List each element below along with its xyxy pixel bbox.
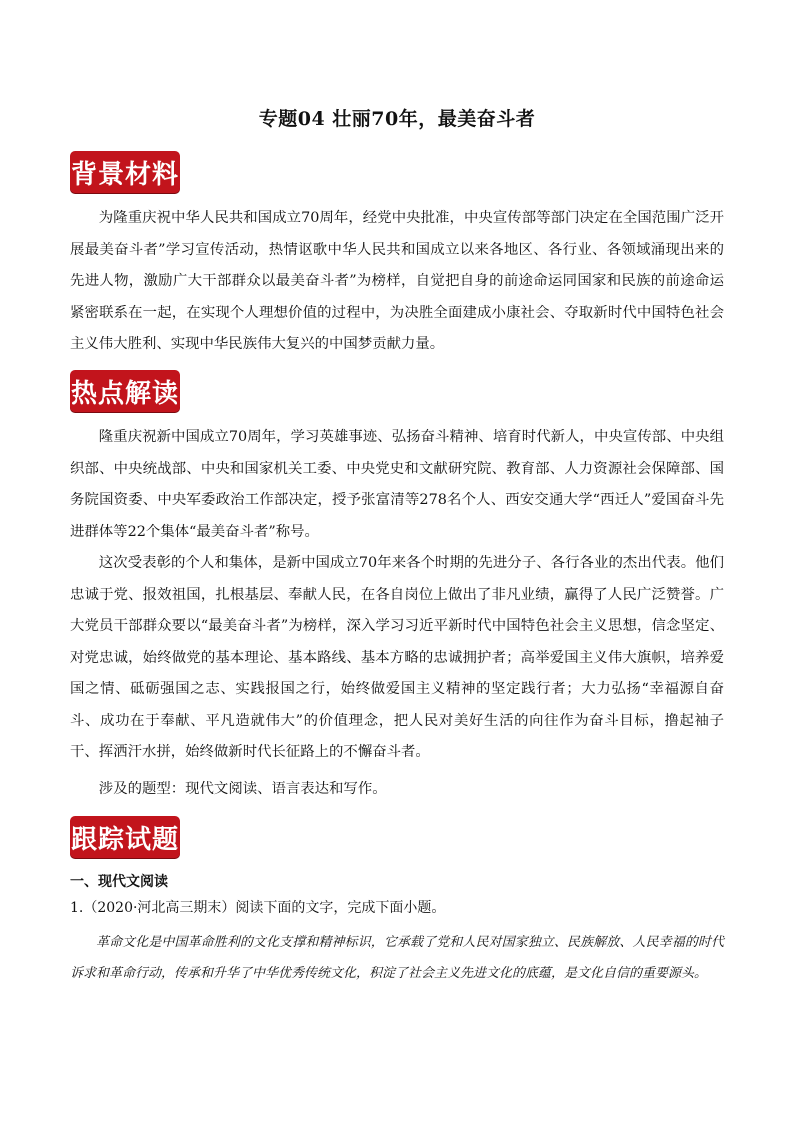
section-badge-background	[70, 151, 180, 193]
section-badge-practice	[70, 816, 180, 858]
section-badge-label: 热点解读	[70, 378, 179, 409]
hotspot-paragraph-1: 隆重庆祝新中国成立70周年，学习英雄事迹、弘扬奋斗精神、培育时代新人，中央宣传部、中央组织部、中央统战部、中央和国家机关工委、中央党史和文献研究院、教育部、人力资源社会保障部、国务院国资委、中央军委政治工作部决定，授予张富清等278名个人、西安交通大学“西迁人”爱国奋斗先进群体等22个集体“最美奋斗者”称号。	[70, 429, 724, 540]
reading-passage: 革命文化是中国革命胜利的文化支撑和精神标识，它承载了党和人民对国家独立、民族解放、人民幸福的时代诉求和革命行动，传承和升华了中华优秀传统文化，积淀了社会主义先进文化的底蕴，是文化自信的重要源头。	[70, 935, 724, 981]
section-badge-hotspot	[70, 370, 180, 412]
page-title: 专题04 壮丽70年，最美奋斗者	[258, 108, 536, 130]
hotspot-paragraph-2: 这次受表彰的个人和集体，是新中国成立70年来各个时期的先进分子、各行各业的杰出代表。他们忠诚于党、报效祖国，扎根基层、奉献人民，在各自岗位上做出了非凡业绩，赢得了人民广泛赞誉。广大党员干部群众要以“最美奋斗者”为榜样，深入学习习近平新时代中国特色社会主义思想，信念坚定、对党忠诚，始终做党的基本理论、基本路线、基本方略的忠诚拥护者；高举爱国主义伟大旗帜，培养爱国之情、砥砺强国之志、实践报国之行，始终做爱国主义精神的坚定践行者；大力弘扬“幸福源自奋斗、成功在于奉献、平凡造就伟大”的价值理念，把人民对美好生活的向往作为奋斗目标，撸起袖子干、挥洒汗水拼，始终做新时代长征路上的不懈奋斗者。	[70, 555, 724, 760]
section-badge-label: 背景材料	[70, 159, 179, 190]
hotspot-paragraph-3: 涉及的题型：现代文阅读、语言表达和写作。	[98, 781, 387, 797]
section-badge-label: 跟踪试题	[70, 824, 179, 855]
section-heading-reading: 一、现代文阅读	[70, 874, 168, 890]
question-prompt: 1.（2020·河北高三期末）阅读下面的文字，完成下面小题。	[70, 900, 446, 916]
background-paragraph: 为隆重庆祝中华人民共和国成立70周年，经党中央批准，中央宣传部等部门决定在全国范围广泛开展最美奋斗者”学习宣传活动，热情讴歌中华人民共和国成立以来各地区、各行业、各领域涌现出来的先进人物，激励广大干部群众以最美奋斗者”为榜样，自觉把自身的前途命运同国家和民族的前途命运紧密联系在一起，在实现个人理想价值的过程中，为决胜全面建成小康社会、夺取新时代中国特色社会主义伟大胜利、实现中华民族伟大复兴的中国梦贡献力量。	[70, 210, 724, 352]
